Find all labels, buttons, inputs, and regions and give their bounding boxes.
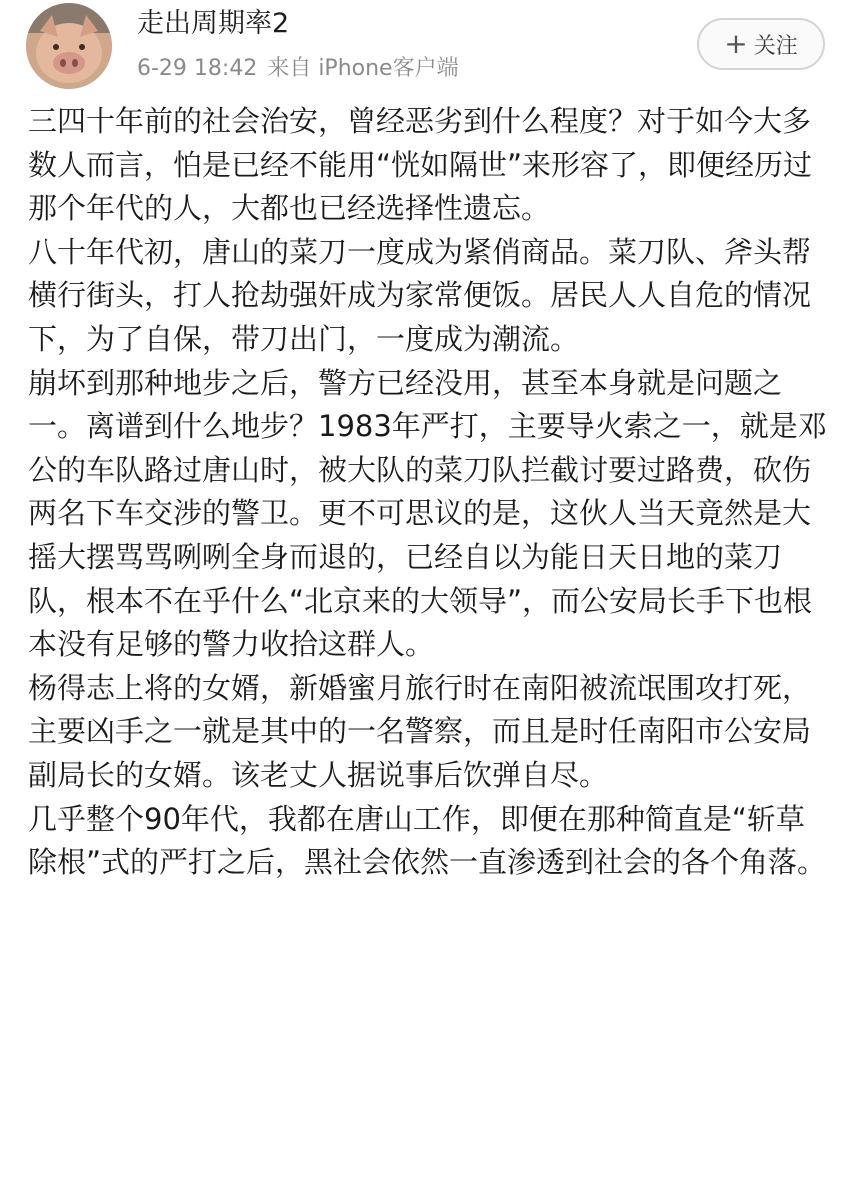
post-source: 来自 iPhone客户端	[267, 56, 459, 81]
post-paragraph: 崩坏到那种地步之后，警方已经没用，甚至本身就是问题之一。离谱到什么地步？1983年严打，主要导火索之一，就是邓公的车队路过唐山时，被大队的菜刀队拦截讨要过路费，砍伤两名下车交涉的警卫。更不可思议的是，这伙人当天竟然是大摇大摆骂骂咧咧全身而退的，已经自以为能日天日地的菜刀队，根本不在乎什么“北京来的大领导”，而公安局长手下也根本没有足够的警力收拾这群人。	[28, 365, 827, 662]
post-body	[28, 100, 828, 885]
post-paragraph: 几乎整个90年代，我都在唐山工作，即便在那种简直是“斩草除根”式的严打之后，黑社会依然一直渗透到社会的各个角落。	[28, 801, 827, 880]
post-paragraph: 八十年代初，唐山的菜刀一度成为紧俏商品。菜刀队、斧头帮横行街头，打人抢劫强奸成为家常便饭。居民人人自危的情况下，为了自保，带刀出门，一度成为潮流。	[28, 234, 812, 356]
post-paragraph: 杨得志上将的女婿，新婚蜜月旅行时在南阳被流氓围攻打死，主要凶手之一就是其中的一名警察，而且是时任南阳市公安局副局长的女婿。该老丈人据说事后饮弹自尽。	[28, 670, 812, 792]
post-paragraph: 三四十年前的社会治安，曾经恶劣到什么程度？对于如今大多数人而言，怕是已经不能用“恍如隔世”来形容了，即便经历过那个年代的人，大都也已经选择性遗忘。	[28, 104, 813, 226]
follow-button[interactable]	[697, 18, 825, 70]
plus-icon: +	[724, 27, 748, 60]
post-meta	[137, 54, 469, 84]
post-header	[0, 0, 853, 100]
follow-button-label: 关注	[753, 33, 798, 59]
post-timestamp: 6-29 18:42	[137, 56, 258, 81]
pig-avatar-icon[interactable]	[26, 3, 112, 89]
author-name[interactable]: 走出周期率2	[137, 8, 290, 39]
